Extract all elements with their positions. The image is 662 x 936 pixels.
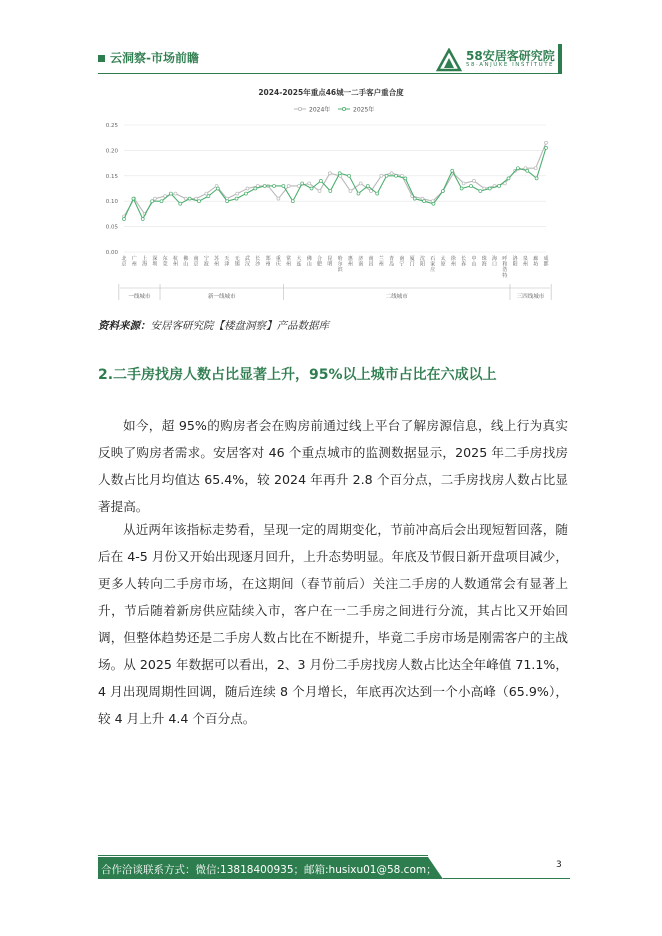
x-tick-label: 深圳	[152, 256, 158, 268]
data-point	[357, 192, 360, 195]
series-line	[124, 148, 546, 219]
y-tick-label: 0.00	[105, 250, 118, 256]
data-point	[380, 174, 383, 177]
x-tick-label: 杭州	[172, 256, 178, 268]
header-square-icon	[98, 55, 105, 62]
x-tick-label: 武汉	[245, 256, 251, 268]
x-tick-label: 南京	[193, 256, 199, 268]
x-tick-label: 重庆	[275, 256, 281, 268]
group-label: 二线城市	[385, 294, 408, 300]
x-tick-label: 上海	[142, 256, 148, 268]
data-point	[526, 169, 529, 172]
data-point	[169, 192, 172, 195]
header-section-title: 云洞察-市场前瞻	[110, 51, 199, 65]
x-tick-label: 成都	[543, 256, 549, 268]
data-point	[318, 190, 321, 193]
x-tick-label: 太原	[440, 256, 446, 268]
x-tick-label: 济南	[358, 256, 364, 268]
data-point	[236, 192, 239, 195]
chart-legend	[294, 106, 374, 114]
data-point	[404, 177, 407, 180]
x-tick-label: 广州	[131, 256, 137, 268]
x-tick-label: 宁波	[203, 256, 209, 268]
x-tick-label: 泉州	[522, 256, 528, 268]
x-tick-label: 青岛	[389, 256, 395, 268]
institute-logo	[436, 46, 568, 74]
data-point	[308, 182, 311, 185]
x-tick-label: 长沙	[255, 256, 261, 268]
data-point	[432, 202, 435, 205]
data-point	[291, 200, 294, 203]
data-point	[174, 192, 177, 195]
x-tick-label: 石家庄	[430, 256, 436, 274]
data-point	[141, 217, 144, 220]
data-point	[338, 172, 341, 175]
x-tick-label: 廊坊	[533, 256, 539, 268]
city-tier-groups	[119, 284, 551, 300]
y-tick-label: 0.10	[105, 199, 118, 206]
legend-marker	[342, 107, 345, 110]
data-point	[545, 146, 548, 149]
chart-source	[98, 318, 329, 333]
legend-label: 2025年	[353, 106, 375, 114]
y-axis-ticks	[106, 123, 119, 256]
data-point	[348, 174, 351, 177]
data-point	[153, 197, 156, 200]
footer-divider	[98, 855, 428, 856]
data-point	[385, 174, 388, 177]
overlap-line-chart	[98, 84, 564, 304]
x-tick-label: 海口	[492, 256, 498, 268]
data-point	[534, 167, 537, 170]
x-tick-label: 哈尔滨	[337, 256, 343, 274]
y-tick-label: 0.05	[105, 224, 118, 231]
x-tick-label: 珠海	[481, 256, 487, 268]
data-point	[244, 192, 247, 195]
footer-contact: 合作洽谈联系方式：微信:13818400935；邮箱:husixu01@58.com；	[101, 864, 437, 876]
data-point	[319, 179, 322, 182]
x-tick-label: 南宁	[399, 256, 405, 268]
data-point	[349, 190, 352, 193]
logo-name: 58安居客研究院	[466, 49, 555, 63]
data-point	[329, 190, 332, 193]
x-tick-label: 长春	[461, 256, 467, 268]
data-point	[301, 182, 304, 185]
chart-series	[123, 141, 548, 220]
data-point	[507, 177, 510, 180]
data-point	[179, 202, 182, 205]
page-number: 3	[556, 860, 562, 870]
data-point	[235, 197, 238, 200]
data-point	[462, 182, 465, 185]
x-tick-label: 沈阳	[419, 256, 425, 268]
x-tick-label: 郑州	[265, 256, 271, 268]
data-point	[472, 179, 475, 182]
section-heading: 2.二手房找房人数占比显著上升，95%以上城市占比在六成以上	[98, 367, 497, 383]
data-point	[188, 197, 191, 200]
data-point	[441, 190, 444, 193]
y-tick-label: 0.20	[105, 148, 118, 155]
data-point	[460, 187, 463, 190]
data-point	[394, 174, 397, 177]
legend-label: 2024年	[309, 106, 331, 114]
data-point	[516, 167, 519, 170]
data-point	[328, 172, 331, 175]
y-tick-label: 0.25	[105, 123, 118, 129]
x-tick-label: 大连	[296, 256, 302, 268]
x-tick-label: 无锡	[234, 256, 240, 268]
x-tick-label: 呼和浩特	[502, 256, 508, 279]
data-point	[498, 184, 501, 187]
data-point	[376, 192, 379, 195]
x-axis-labels	[121, 255, 548, 279]
data-point	[545, 141, 548, 144]
x-tick-label: 佛山	[183, 256, 189, 268]
data-point	[198, 200, 201, 203]
data-point	[469, 184, 472, 187]
data-point	[366, 184, 369, 187]
x-tick-label: 兰州	[378, 256, 384, 268]
body-paragraph-1: 如今，超 95%的购房者会在购房前通过线上平台了解房源信息，线上行为真实反映了购房者需求。安居客对 46 个重点城市的监测数据显示，2025 年二手房找房人数占比月均值达 65.4%，较 2024 年再升 2.8 个百分点，二手房找房人数占比显著提高。	[98, 418, 568, 514]
source-text: 安居客研究院【楼盘洞察】产品数据库	[150, 320, 329, 332]
x-tick-label: 东莞	[162, 256, 168, 268]
data-point	[263, 184, 266, 187]
source-label: 资料来源：	[98, 320, 151, 332]
x-tick-label: 惠州	[347, 256, 353, 268]
x-tick-label: 昆明	[327, 256, 333, 268]
chart-title: 2024-2025年重点46城一二手客户重合度	[258, 88, 404, 97]
data-point	[160, 200, 163, 203]
group-label: 三四线城市	[516, 294, 545, 300]
series-line	[124, 143, 546, 217]
data-point	[226, 200, 229, 203]
x-tick-label: 合肥	[317, 256, 323, 268]
data-point	[282, 184, 285, 187]
data-point	[390, 172, 393, 175]
x-tick-label: 佛山	[306, 256, 312, 268]
logo-subtitle: 58·ANJUKE INSTITUTE	[466, 62, 555, 68]
data-point	[273, 184, 276, 187]
data-point	[151, 200, 154, 203]
x-tick-label: 徐州	[450, 256, 456, 268]
x-tick-label: 天津	[224, 256, 230, 268]
x-tick-label: 苏州	[214, 256, 220, 268]
group-label: 一线城市	[128, 294, 151, 300]
data-point	[287, 184, 290, 187]
data-point	[423, 200, 426, 203]
data-point	[479, 190, 482, 193]
page-header	[98, 46, 570, 74]
group-label: 新一线城市	[208, 294, 236, 300]
body-paragraph-2: 从近两年该指标走势看，呈现一定的周期变化，节前冲高后会出现短暂回落，随后在 4-5 月份又开始出现逐月回升，上升态势明显。年底及节假日新开盘项目减少，更多人转向二手房市场，在这期间（春节前后）关注二手房的人数通常会有显著上升，节后随着新房供应陆续入市，客户在一二手房之间进行分流，其占比又开始回调，但整体趋势还是二手房人数占比在不断提升，毕竟二手房市场是刚需客户的主战场。从 2025 年数据可以看出，2、3 月份二手房找房人数占比达全年峰值 71.1%，4 月出现周期性回调，随后连续 8 个月增长，年底再次达到一个小高峰（65.9%），较 4 月上升 4.4 个百分点。	[98, 522, 568, 726]
header-accent-bar	[558, 44, 562, 74]
data-point	[488, 187, 491, 190]
x-tick-label: 南昌	[368, 256, 374, 268]
data-point	[413, 197, 416, 200]
header-divider	[98, 73, 562, 74]
data-point	[246, 187, 249, 190]
data-point	[216, 187, 219, 190]
logo-mark-icon	[436, 48, 462, 72]
data-point	[359, 182, 362, 185]
y-tick-label: 0.15	[105, 173, 118, 180]
data-point	[123, 217, 126, 220]
data-point	[132, 197, 135, 200]
data-point	[254, 187, 257, 190]
x-tick-label: 厦门	[409, 256, 415, 268]
data-point	[207, 195, 210, 198]
x-tick-label: 常州	[286, 256, 292, 268]
x-tick-label: 中山	[471, 256, 477, 268]
data-point	[277, 197, 280, 200]
x-tick-label: 洛阳	[512, 256, 518, 268]
legend-marker	[298, 107, 301, 110]
x-tick-label: 北京	[121, 256, 127, 268]
data-point	[535, 177, 538, 180]
data-point	[310, 187, 313, 190]
data-point	[451, 169, 454, 172]
